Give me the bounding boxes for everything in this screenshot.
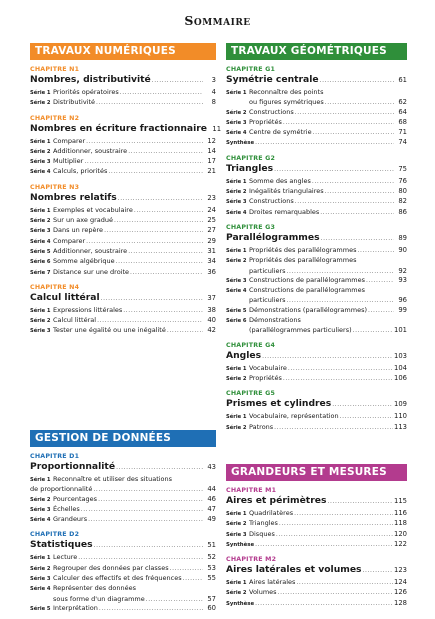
chapter-label: CHAPITRE G5 [226,390,276,398]
toc-chapter[interactable]: Nombres relatifs ..... 23 [30,192,216,203]
chapter-label: CHAPITRE N2 [30,114,80,122]
section-geometriques [226,43,407,433]
toc-entry[interactable]: Série 1 Aires latérales ..... 124 [226,578,407,588]
toc-entry[interactable]: Série 4 Grandeurs ..... 49 [30,515,216,525]
toc-chapter[interactable]: Statistiques ..... 51 [30,539,216,550]
chapter-label: CHAPITRE D2 [30,531,80,539]
chapter-label: CHAPITRE G2 [226,154,276,162]
toc-entry[interactable]: Série 2 Volumes ..... 126 [226,588,407,598]
chapter-label: CHAPITRE N3 [30,183,80,191]
toc-entry[interactable]: Série 6 Démonstrations [226,316,301,325]
section-header-donnees: GESTION DE DONNÉES [30,430,216,447]
chapter-label: CHAPITRE M2 [226,556,277,564]
toc-entry[interactable]: Série 2 Additionner, soustraire ..... 14 [30,147,216,157]
toc-entry[interactable]: Série 1 Vocabulaire ..... 104 [226,364,407,374]
toc-entry[interactable]: Série 1 Priorités opératoires ..... 4 [30,88,216,98]
toc-entry[interactable]: Série 1 Somme des angles ..... 76 [226,177,407,187]
toc-entry[interactable]: Série 1 Comparer ..... 12 [30,137,216,147]
chapter-label: CHAPITRE M1 [226,487,277,494]
toc-chapter[interactable]: Aires et périmètres ..... 115 [226,495,407,506]
toc-chapter[interactable]: Nombres en écriture fractionnaire 11 [30,122,222,134]
toc-entry[interactable]: Série 4 Calculs, priorités ..... 21 [30,167,216,177]
toc-entry[interactable]: Série 2 Calcul littéral ..... 40 [30,316,216,326]
chapter-label: CHAPITRE N1 [30,66,80,73]
toc-entry-cont[interactable]: de proportionnalité ..... 44 [30,485,216,494]
chapter-list-numeriques [30,66,222,337]
toc-entry[interactable]: Série 3 Disques ..... 120 [226,530,407,540]
toc-entry[interactable]: Série 1 Quadrilatères ..... 116 [226,509,407,519]
toc-entry[interactable]: Série 5 Additionner, soustraire ..... 31 [30,247,216,257]
toc-entry[interactable]: Série 1 Reconnaître et utiliser des situations [30,475,173,483]
section-mesures [226,464,407,609]
page-title: Sommaire [184,13,251,28]
section-donnees [30,430,216,614]
toc-entry[interactable]: Série 3 Propriétés ..... 68 [226,118,407,128]
toc-entry[interactable]: Série 3 Échelles ..... 47 [30,505,216,515]
toc-entry[interactable]: Série 4 Constructions de parallélogrammes [226,286,366,295]
toc-entry[interactable]: Série 6 Somme algébrique ..... 34 [30,257,216,267]
toc-chapter[interactable]: Aires latérales et volumes ..... 123 [226,564,407,575]
chapter-label: CHAPITRE N4 [30,283,80,291]
toc-entry[interactable]: Série 2 Sur un axe gradué ..... 25 [30,216,216,226]
toc-entry[interactable]: Série 2 Propriétés ..... 106 [226,374,407,384]
section-header-mesures: GRANDEURS ET MESURES [226,464,407,481]
toc-entry-cont[interactable]: sous forme d'un diagramme ..... 57 [30,595,216,604]
toc-entry[interactable]: Série 4 Représenter des données [30,584,136,593]
toc-entry[interactable]: Série 4 Comparer ..... 29 [30,237,216,247]
toc-entry[interactable]: Série 2 Pourcentages ..... 46 [30,495,216,505]
toc-entry[interactable]: Série 2 Inégalités triangulaires ..... 80 [226,187,407,197]
toc-entry-cont[interactable]: particuliers ..... 92 [226,267,407,276]
toc-entry[interactable]: Série 3 Dans un repère ..... 27 [30,226,216,236]
toc-entry[interactable]: Série 7 Distance sur une droite ..... 36 [30,268,216,278]
chapter-label: CHAPITRE D1 [30,453,80,460]
toc-entry[interactable]: Série 3 Constructions de parallélogrammes ..... 93 [226,276,407,286]
toc-entry[interactable]: Série 1 Propriétés des parallélogrammes ..... 90 [226,246,407,256]
toc-chapter[interactable]: Proportionnalité ..... 43 [30,461,216,472]
toc-chapter[interactable]: Angles ..... 103 [226,350,407,361]
toc-entry[interactable]: Série 1 Expressions littérales ..... 38 [30,306,216,316]
toc-entry[interactable]: Série 5 Démonstrations (parallélogrammes) ..... 99 [226,306,407,316]
toc-chapter[interactable]: Triangles ..... 75 [226,163,407,174]
toc-entry-cont[interactable]: (parallélogrammes particuliers) ..... 101 [226,326,407,335]
toc-chapter[interactable]: Prismes et cylindres ..... 109 [226,398,407,409]
section-header-numeriques: TRAVAUX NUMÉRIQUES [30,43,216,60]
toc-entry[interactable]: Série 5 Interprétation ..... 60 [30,604,216,614]
toc-entry[interactable]: Série 4 Centre de symétrie ..... 71 [226,128,407,138]
chapter-label: CHAPITRE G1 [226,66,276,73]
toc-entry[interactable]: Série 3 Constructions ..... 82 [226,197,407,207]
toc-entry[interactable]: Série 2 Triangles ..... 118 [226,519,407,529]
toc-entry[interactable]: Série 2 Distributivité ..... 8 [30,98,216,108]
toc-synthese[interactable]: Synthèse ..... 74 [226,138,407,148]
toc-entry[interactable]: Série 1 Reconnaître des points [226,88,324,96]
toc-entry[interactable]: Série 2 Patrons ..... 113 [226,423,407,433]
toc-entry[interactable]: Série 1 Exemples et vocabulaire ..... 24 [30,206,216,216]
toc-entry-cont[interactable]: particuliers ..... 96 [226,296,407,305]
toc-entry[interactable]: Série 2 Propriétés des parallélogrammes [226,256,357,265]
section-header-geometriques: TRAVAUX GÉOMÉTRIQUES [226,43,407,60]
toc-entry[interactable]: Série 1 Vocabulaire, représentation ..... 110 [226,412,407,422]
toc-synthese[interactable]: Synthèse ..... 128 [226,599,407,609]
toc-synthese[interactable]: Synthèse ..... 122 [226,540,407,550]
toc-chapter[interactable]: Symétrie centrale ..... 61 [226,74,407,85]
toc-entry[interactable]: Série 3 Tester une égalité ou une inégalité ..... 42 [30,326,216,336]
chapter-label: CHAPITRE G3 [226,223,276,231]
toc-entry[interactable]: Série 4 Droites remarquables ..... 86 [226,208,407,218]
toc-entry[interactable]: Série 2 Regrouper des données par classes ..... 53 [30,564,216,574]
toc-entry[interactable]: Série 3 Calculer des effectifs et des fréquences ..... 55 [30,574,216,584]
toc-chapter[interactable]: Parallélogrammes ..... 89 [226,232,407,243]
toc-chapter[interactable]: Nombres, distributivité ..... 3 [30,74,216,85]
toc-entry-cont[interactable]: ou figures symétriques ..... 62 [226,98,407,107]
section-numeriques [30,43,222,337]
toc-entry[interactable]: Série 3 Multiplier ..... 17 [30,157,216,167]
toc-entry[interactable]: Série 2 Constructions ..... 64 [226,108,407,118]
chapter-label: CHAPITRE G4 [226,341,276,349]
toc-chapter[interactable]: Calcul littéral ..... 37 [30,292,216,303]
toc-entry[interactable]: Série 1 Lecture ..... 52 [30,553,216,563]
